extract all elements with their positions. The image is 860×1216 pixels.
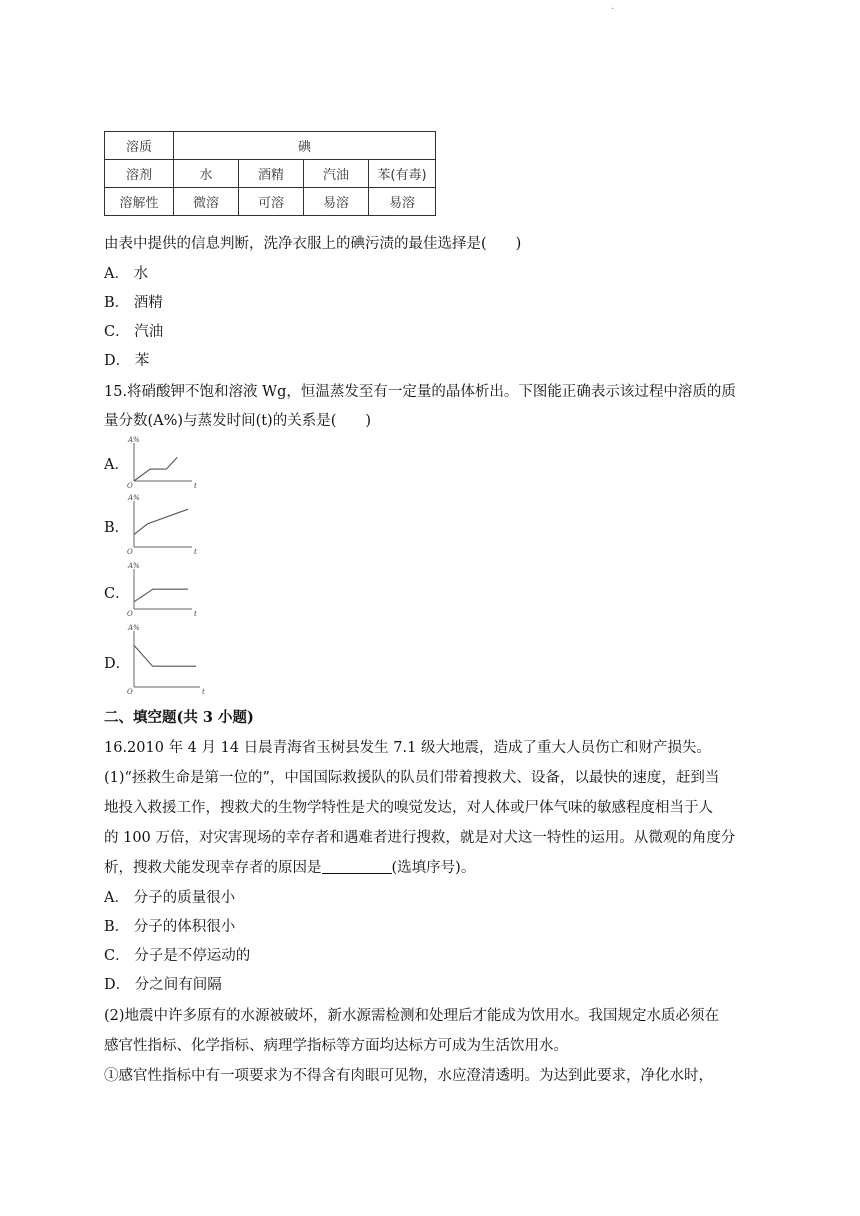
- q16-part3-line-1: ①感官性指标中有一项要求为不得含有肉眼可见物，水应澄清透明。为达到此要求，净化水时，: [104, 1068, 713, 1084]
- text-span: (选填序号)。: [391, 860, 476, 876]
- table-cell: 碘: [174, 132, 436, 160]
- graph-d[interactable]: [126, 625, 204, 695]
- table-cell: 溶解性: [105, 188, 174, 216]
- graph-label-b: B．: [104, 520, 130, 536]
- series-line: [134, 589, 188, 602]
- table-cell: 汽油: [304, 160, 369, 188]
- option-key: A．: [104, 890, 129, 906]
- origin-label: O: [127, 688, 133, 696]
- q16-option-a: [104, 886, 235, 907]
- y-axis-label: A%: [128, 624, 140, 632]
- table-cell: 可溶: [239, 188, 304, 216]
- question-14-stem: 由表中提供的信息判断，洗净衣服上的碘污渍的最佳选择是( ): [104, 236, 522, 252]
- q16-part1-line-4: [104, 856, 475, 877]
- section-2-title: 二、填空题(共 3 小题): [104, 709, 254, 726]
- y-axis-label: A%: [128, 436, 140, 444]
- q16-part1-line-1: (1)“拯救生命是第一位的”，中国国际救援队的队员们带着搜救犬、设备，以最快的速度，赶到当: [104, 770, 720, 786]
- x-axis-label: t: [194, 548, 197, 556]
- table-cell: 溶质: [105, 132, 174, 160]
- option-key: B．: [104, 295, 130, 311]
- option-text: 水: [133, 266, 149, 282]
- option-text: 分子是不停运动的: [134, 948, 251, 964]
- origin-label: O: [127, 482, 133, 490]
- option-key: A．: [104, 266, 129, 282]
- option-key: B．: [104, 919, 130, 935]
- q14-option-c: [104, 320, 163, 341]
- graph-label-c: C．: [104, 586, 130, 602]
- option-key: D．: [104, 977, 131, 993]
- x-axis-label: t: [194, 482, 197, 490]
- origin-label: O: [127, 610, 133, 618]
- y-axis-label: A%: [128, 494, 140, 502]
- q14-option-a: [104, 262, 148, 283]
- q16-option-d: [104, 973, 222, 994]
- header-mark: ·: [611, 4, 615, 15]
- q16-option-b: [104, 915, 235, 936]
- option-text: 分子的体积很小: [133, 919, 236, 935]
- graph-c[interactable]: [126, 563, 196, 617]
- y-axis-label: A%: [128, 562, 140, 570]
- series-line: [134, 645, 196, 666]
- q16-part2-line-1: (2)地震中许多原有的水源被破坏，新水源需检测和处理后才能成为饮用水。我国规定水质必须在: [104, 1008, 720, 1024]
- question-16-intro: 16.2010 年 4 月 14 日晨青海省玉树县发生 7.1 级大地震，造成了重大人员伤亡和财产损失。: [104, 740, 711, 756]
- q16-option-c: [104, 944, 250, 965]
- option-key: C．: [104, 324, 130, 340]
- table-cell: 易溶: [369, 188, 436, 216]
- x-axis-label: t: [202, 688, 205, 696]
- option-text: 苯: [134, 353, 150, 369]
- table-cell: 水: [174, 160, 239, 188]
- question-15-line-1: 15.将硝酸钾不饱和溶液 Wg，恒温蒸发至有一定量的晶体析出。下图能正确表示该过程中溶质的质: [104, 384, 736, 400]
- option-text: 汽油: [134, 324, 164, 340]
- x-axis-label: t: [194, 610, 197, 618]
- solubility-table: [104, 131, 436, 216]
- table-cell: 微溶: [174, 188, 239, 216]
- q16-part1-line-2: 地投入救援工作，搜救犬的生物学特性是犬的嗅觉发达，对人体或尸体气味的敏感程度相当于人: [104, 800, 713, 816]
- q16-part2-line-2: 感官性指标、化学指标、病理学指标等方面均达标方可成为生活饮用水。: [104, 1038, 568, 1054]
- text-span: 析，搜救犬能发现幸存者的原因是: [104, 860, 322, 876]
- option-text: 分之间有间隔: [134, 977, 222, 993]
- graph-label-a: A．: [104, 457, 129, 473]
- origin-label: O: [127, 548, 133, 556]
- table-cell: 酒精: [239, 160, 304, 188]
- q14-option-b: [104, 291, 163, 312]
- option-key: D．: [104, 353, 131, 369]
- question-15-line-2: 量分数(A%)与蒸发时间(t)的关系是( ): [104, 413, 372, 429]
- answer-blank[interactable]: [322, 859, 392, 874]
- graph-b[interactable]: [126, 495, 196, 555]
- table-row: [105, 132, 436, 160]
- q16-part1-line-3: 的 100 万倍，对灾害现场的幸存者和遇难者进行搜救，就是对犬这一特性的运用。从微观的角度分: [104, 830, 736, 846]
- table-cell: 苯(有毒): [369, 160, 436, 188]
- option-text: 酒精: [133, 295, 163, 311]
- q14-option-d: [104, 349, 149, 370]
- table-row: [105, 188, 436, 216]
- graph-a[interactable]: [126, 437, 196, 489]
- table-cell: 溶剂: [105, 160, 174, 188]
- series-line: [134, 509, 188, 534]
- graph-label-d: D．: [104, 656, 131, 672]
- table-cell: 易溶: [304, 188, 369, 216]
- option-text: 分子的质量很小: [133, 890, 236, 906]
- option-key: C．: [104, 948, 130, 964]
- series-line: [134, 457, 177, 481]
- table-row: [105, 160, 436, 188]
